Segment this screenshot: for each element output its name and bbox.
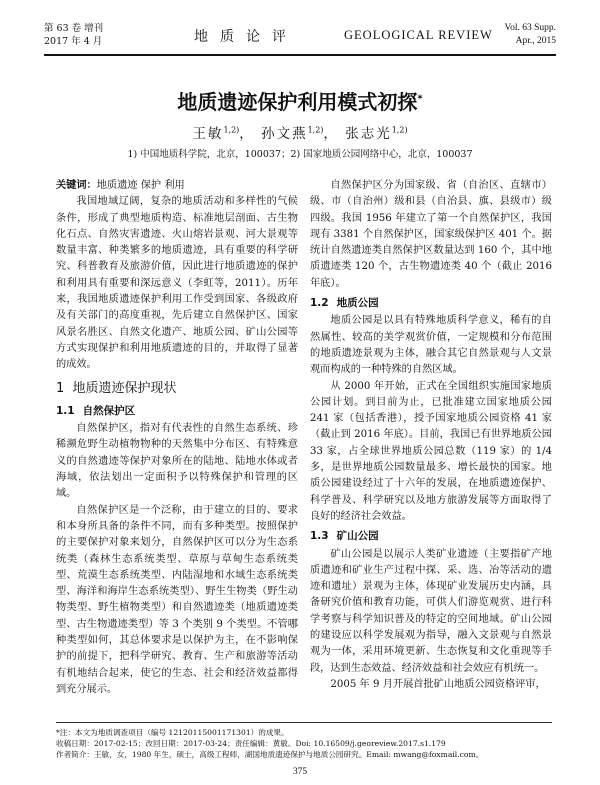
author-affiliation-mark: 1,2): [391, 125, 408, 135]
volume-issue-en: Vol. 63 Supp.: [504, 23, 556, 33]
intro-paragraph: 我国地域辽阔，复杂的地质活动和多样性的气候条件，形成了典型地质构造、标准地层剖面、古生物化石点、自然灾害遗迹、火山熔岩景观、河大景观等数量丰富、种类繁多的地质遗迹，具有重要的科学研究、科普教育及旅游价值，因此进行地质遗迹的保护和利用具有重要和深远意义（李虹等，2011）。历年来，我国地质遗迹保护利用工作受到国家、各级政府及有关部门的高度重视，先后建立自然保护区、国家风景名胜区、自然文化遗产、地质公园、矿山公园等方式实现保护和利用地质遗迹的目的，并取得了显著的成效。: [56, 196, 298, 371]
paragraph: 自然保护区，指对有代表性的自然生态系统、珍稀濒危野生动植物物种的天然集中分布区、有特殊意义的自然遗迹等保护对象所在的陆地、陆地水体或者海域，依法划出一定面积予以特殊保护和管理的区域。: [56, 423, 298, 500]
journal-name-en: GEOLOGICAL REVIEW: [344, 28, 493, 42]
subsection-title: 地质公园: [336, 297, 379, 310]
author-name: 孙文燕: [261, 126, 308, 142]
paragraph: 2005 年 9 月开展首批矿山地质公园资格评审，: [330, 678, 546, 690]
header-left: [44, 22, 103, 48]
footnote-dates: 收稿日期：2017-02-15；改回日期：2017-03-24；责任编辑：黄敏。Doi: 10.16509/j.georeview.2017.s1.179: [56, 739, 446, 748]
keywords-label: 关键词：: [56, 180, 97, 191]
author-affiliation-mark: 1,2): [307, 125, 324, 135]
paragraph: 自然保护区分为国家级、省（自治区、直辖市）级、市（自治州）级和县（自治县、旗、县级市）级四级。我国 1956 年建立了第一个自然保护区，我国现有 3381 个自然保护区，国家级保护区 401 个。据统计自然遗迹类自然保护区数量达到 160 个，其中地质遗迹类 120 个，古生物遗迹类 40 个（截止 2016 年底）。: [310, 180, 552, 289]
subsection-number: 1.1: [56, 404, 75, 417]
author-list: 王敏$^{1,2)}$， 孙文燕$^{1,2)}$， 张志光$^{1,2)}$: [192, 125, 408, 142]
author-name: 王敏: [192, 126, 224, 142]
subsection-number: 1.3: [310, 530, 329, 543]
author-affiliation-mark: 1,2): [223, 125, 240, 135]
subsection-heading-1-1: [56, 403, 298, 419]
volume-issue-cn: 第 63 卷 增刊: [44, 23, 104, 34]
subsection-heading-1-2: [310, 295, 552, 311]
paragraph: 地质公园是以具有特殊地质科学意义，稀有的自然属性、较高的美学观赏价值，一定规模和分布范围的地质遗迹景观为主体，融合其它自然景观与人文景观而构成的一种特殊的自然区域。: [310, 315, 552, 376]
title-footnote-mark: *: [417, 93, 423, 105]
paragraph: 矿山公园是以展示人类矿业遗迹（主要指矿产地质遗迹和矿业生产过程中探、采、选、冶等活动的遗迹和遗址）景观为主体，体现矿业发展历史内涵，具备研究价值和教育功能，可供人们游览观赏、进行科学考察与科学知识普及的特定的空间地域。矿山公园的建设应以科学发展观为指导，融入文景观与自然景观为一体，采用环境更新、生态恢复和文化重现等手段，达到生态效益、经济效益和社会效应有机统一。: [310, 548, 552, 674]
subsection-title: 自然保护区: [82, 404, 136, 417]
header-right: [504, 22, 556, 48]
date-en: Apr., 2015: [515, 36, 556, 46]
footnotes: [56, 722, 552, 760]
affiliation: 1) 中国地质科学院，北京，100037；2) 国家地质公园网络中心，北京，100037: [127, 149, 473, 160]
right-column: [310, 178, 552, 693]
footnote-author-bio: 作者简介：王敏，女，1980 年生，硕士，高级工程师，湖国地质遗迹保护与地质公园研究。Email: mwang@foxmail.com。: [56, 750, 484, 759]
subsection-heading-1-3: [310, 528, 552, 544]
subsection-title: 矿山公园: [336, 530, 379, 543]
paragraph: 从 2000 年开始，正式在全国组织实施国家地质公园计划。到目前为止，已批准建立国家地质公园 241 家（包括香港），授予国家地质公园资格 41 家（截止到 2016 年底）。目前，我国已有世界地质公园 33 家，占全球世界地质公园总数（119 家）的 1/4 多，是世界地质公园数量最多、增长最快的国家。地质公园建设经过了十六年的发展，在地质遗迹保护、科学普及、科学研究以及地方旅游发展等方面取得了良好的经济社会效益。: [310, 380, 552, 522]
author-name: 张志光: [345, 126, 392, 142]
page-number: 375: [292, 767, 308, 777]
left-column: [56, 178, 298, 698]
footnote-funding: *注：本文为地质调查项目（编号 12120115001171301）的成果。: [56, 728, 289, 737]
section-number: 1: [56, 380, 65, 396]
keywords-text: 地质遗迹 保护 利用: [96, 180, 185, 191]
date-cn: 2017 年 4 月: [44, 36, 103, 47]
journal-name-cn: 地质论评: [194, 29, 298, 45]
paragraph: 自然保护区是一个泛称，由于建立的目的、要求和本身所具备的条件不同，而有多种类型。按照保护的主要保护对象来划分，自然保护区可以分为生态系统类（森林生态系统类型、草原与草甸生态系统类型、荒漠生态系统类型、内陆湿地和水域生态系统类型、海洋和海岸生态系统类型）、野生生物类（野生动物类型、野生植物类型）和自然遗迹类（地质遗迹类型、古生物遗迹类型）等 3 个类别 9 个类型。不管哪种类型如何，其总体要求是以保护为主，在不影响保护的前提下，把科学研究、教育、生产和旅游等活动有机地结合起来，使它的生态、社会和经济效益都得到充分展示。: [56, 504, 298, 695]
keywords: [56, 178, 298, 194]
journal-header: [44, 20, 556, 56]
subsection-number: 1.2: [310, 297, 329, 310]
section-title: 地质遗迹保护现状: [72, 380, 177, 396]
paper-title: [0, 86, 600, 115]
title-text: 地质遗迹保护利用模式初探: [177, 90, 418, 114]
section-heading-1: [56, 381, 298, 397]
